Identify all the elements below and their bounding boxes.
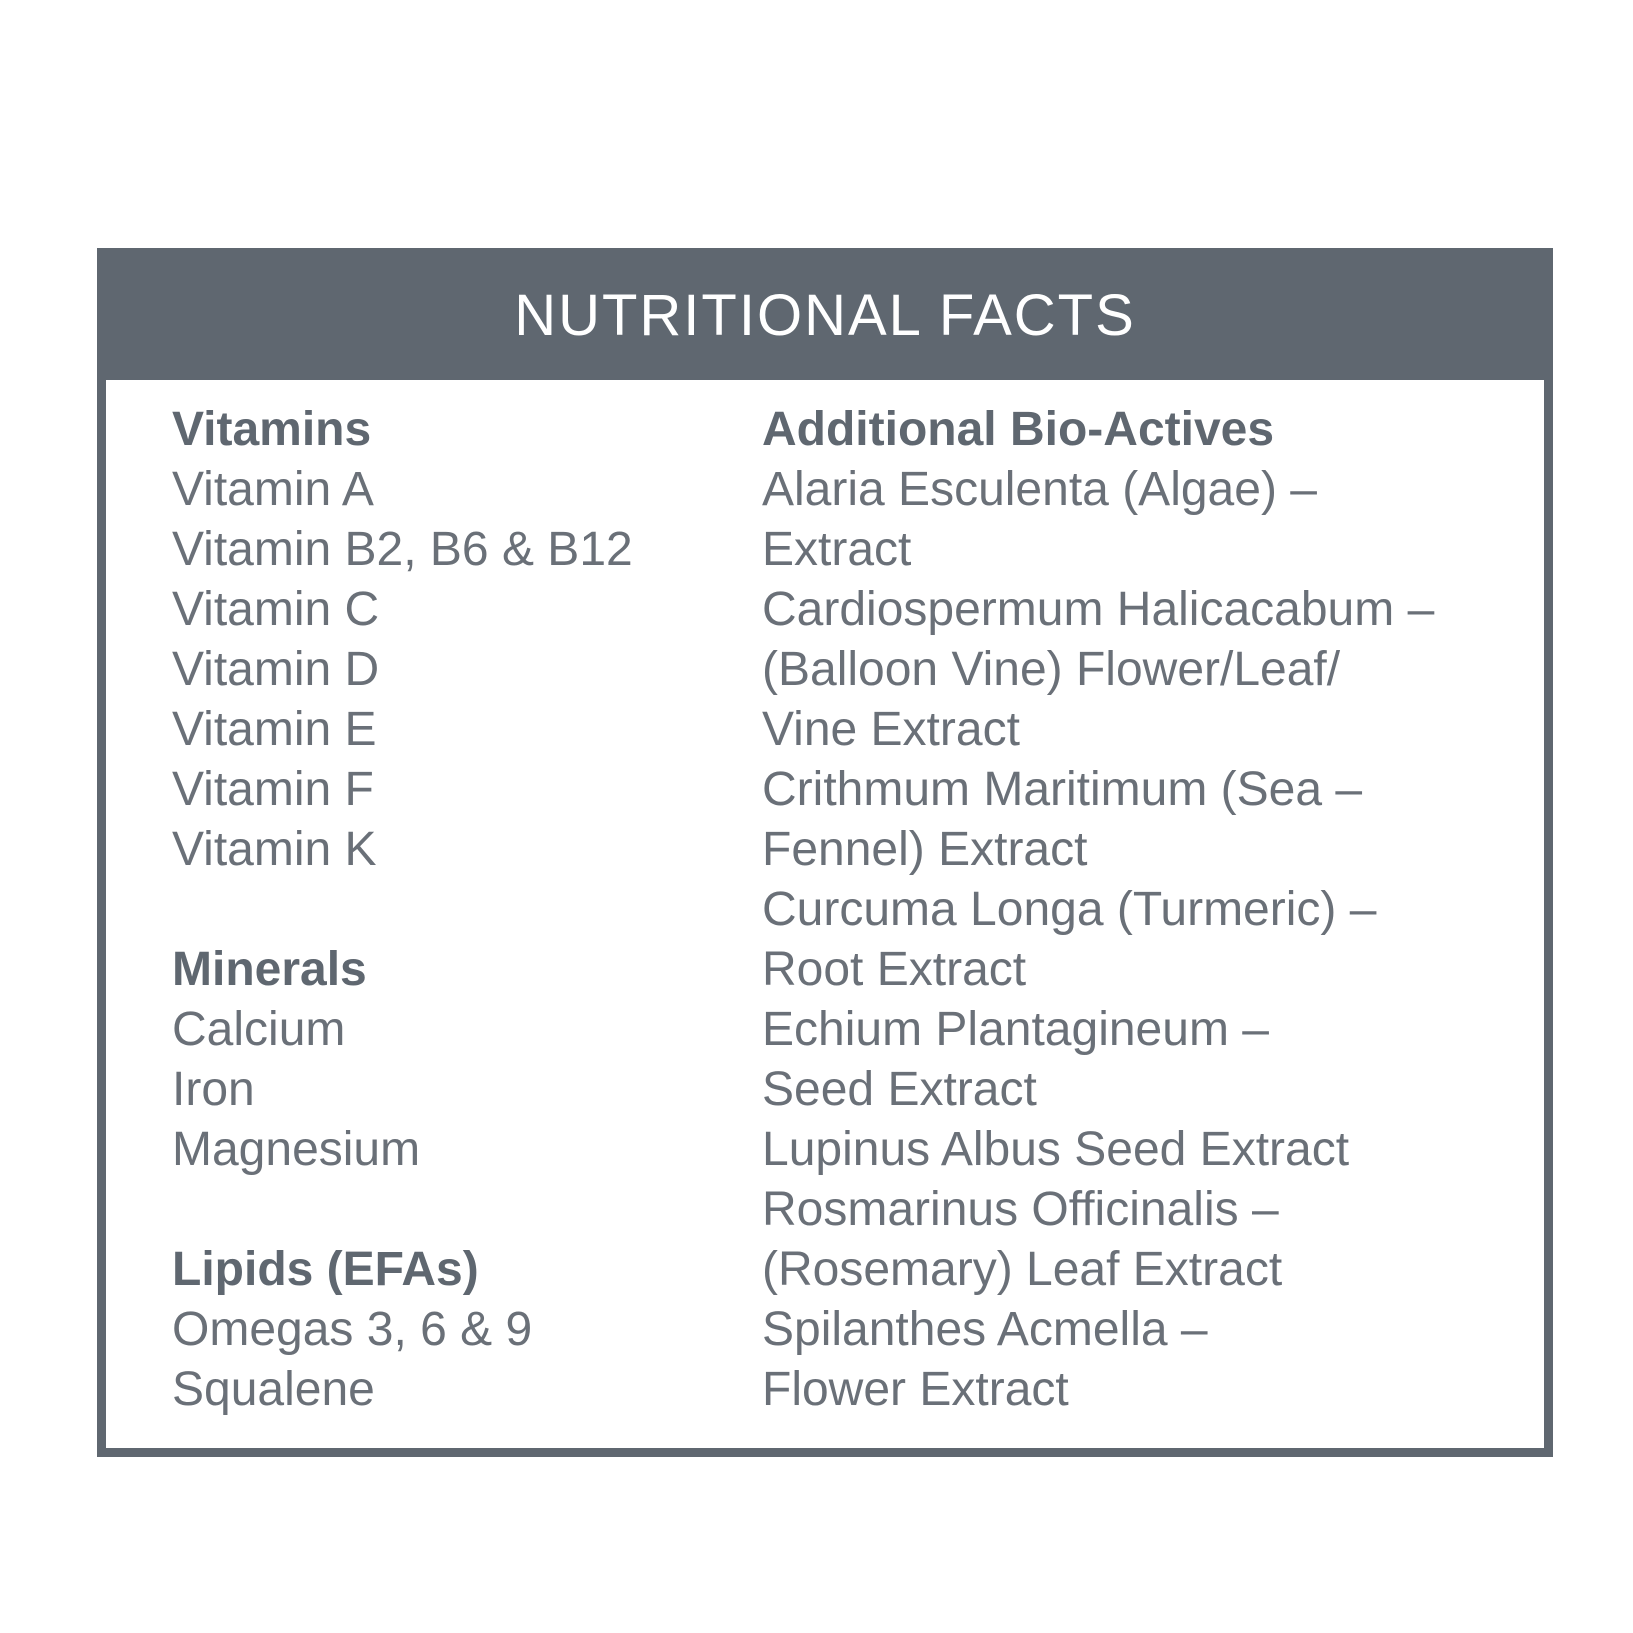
panel-header: [97, 248, 1553, 380]
list-item: Echium Plantagineum –: [762, 1003, 1269, 1056]
panel-title: NUTRITIONAL FACTS: [514, 283, 1136, 348]
list-item: Root Extract: [762, 943, 1027, 996]
list-item: Lupinus Albus Seed Extract: [762, 1123, 1350, 1176]
list-item: Iron: [172, 1063, 255, 1116]
minerals-section: [172, 940, 732, 1180]
lipids-heading: Lipids (EFAs): [172, 1243, 479, 1296]
bio-actives-section: [762, 400, 1522, 1420]
list-item: Vine Extract: [762, 703, 1020, 756]
list-item: Fennel) Extract: [762, 823, 1088, 876]
list-item: Spilanthes Acmella –: [762, 1303, 1208, 1356]
list-item: Rosmarinus Officinalis –: [762, 1183, 1279, 1236]
list-item: Seed Extract: [762, 1063, 1037, 1116]
list-item: Alaria Esculenta (Algae) –: [762, 463, 1317, 516]
vitamins-section: [172, 400, 732, 880]
list-item: Vitamin A: [172, 463, 374, 516]
list-item: Curcuma Longa (Turmeric) –: [762, 883, 1377, 936]
list-item: (Rosemary) Leaf Extract: [762, 1243, 1283, 1296]
list-item: Magnesium: [172, 1123, 421, 1176]
list-item: Vitamin E: [172, 703, 377, 756]
list-item: Crithmum Maritimum (Sea –: [762, 763, 1363, 816]
list-item: Vitamin C: [172, 583, 380, 636]
list-item: Extract: [762, 523, 912, 576]
minerals-heading: Minerals: [172, 943, 367, 996]
list-item: Vitamin F: [172, 763, 374, 816]
list-item: Vitamin D: [172, 643, 380, 696]
list-item: Squalene: [172, 1363, 375, 1416]
nutrition-facts-panel: [97, 248, 1553, 1457]
list-item: Omegas 3, 6 & 9: [172, 1303, 533, 1356]
list-item: Cardiospermum Halicacabum –: [762, 583, 1435, 636]
list-item: Vitamin B2, B6 & B12: [172, 523, 633, 576]
list-item: Vitamin K: [172, 823, 377, 876]
list-item: Flower Extract: [762, 1363, 1069, 1416]
bio-actives-heading: Additional Bio-Actives: [762, 403, 1275, 456]
right-column: [762, 400, 1522, 1420]
vitamins-heading: Vitamins: [172, 403, 372, 456]
list-item: (Balloon Vine) Flower/Leaf/: [762, 643, 1341, 696]
lipids-section: [172, 1240, 732, 1420]
list-item: Calcium: [172, 1003, 346, 1056]
left-column: [172, 400, 732, 1420]
